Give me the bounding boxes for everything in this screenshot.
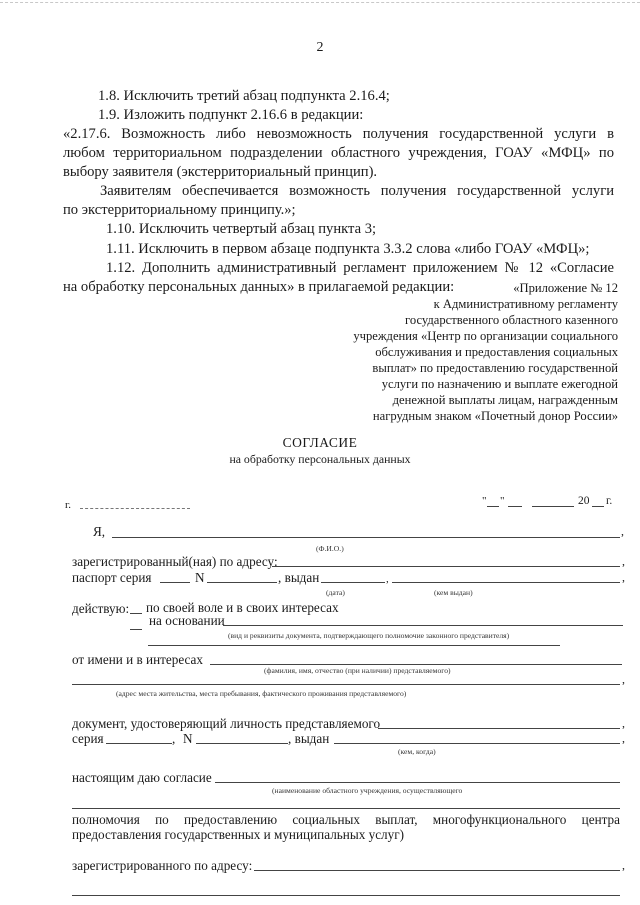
item-1-12-line-2: на обработку персональных данных» в прилагаемой редакции: bbox=[63, 279, 455, 295]
city-line[interactable] bbox=[80, 508, 190, 509]
issuer2-caption: (кем, когда) bbox=[398, 747, 436, 756]
issuer-caption: (кем выдан) bbox=[434, 588, 473, 597]
address-caption: (адрес места жительства, места пребывания, фактического проживания представляемого) bbox=[116, 689, 407, 698]
document-page: 2 1.8. Исключить третий абзац подпункта 2.16.4; 1.9. Изложить подпункт 2.16.6 в редакции: «2.17.6. Возможность либо невозможность получения государственной услуги в любом территориальном подразделении областного учреждения, ГОАУ «МФЦ» по выбору заявителя (экстерриториальный принцип). Заявителям обеспечивается возможность получения государственной услуги по экстерриториальному принципу.»; 1.10. Исключить четвертый абзац пункта 3; 1.11. Исключить в первом абзаце подпункта 3.3.2 слова «либо ГОАУ «МФЦ»; 1.12. Дополнить административный регламент приложением № 12 «Согласие на обработку персональных данных» в прилагаемой редакции: «Приложение № 12 к Административному регламенту государственного областного казенного учреждения «Центр по организации социального обслуживания и предоставления социальных выплат» по предоставлению государственной услуги по назначению и выплате ежегодной денежной выплаты лицам, награжденным нагрудным знаком «Почетный донор России» СОГЛАСИЕ на обработку персональных данных г. " " 20 г. Я, , (Ф.И.О.) зарегистрированный(ная) по адресу: , паспорт серия N , выдан , , (дата) (кем выдан) действую: по своей воле и в своих интересах на основании (вид и реквизиты документа, подтверждающего полномочие законного представителя) от имени и в интересах (фамилия, имя, отчество (при наличии) представляемого) , (адрес места жительства, места пребывания, фактического проживания представляемого) документ, удостоверяющий личность представляемого , серия , N , выдан , (кем, когда) настоящим даю согласие (наименование областного учреждения, осуществляющего полномочия по предоставлению социальных выплат, многофункционального центра предоставления государственных и муниципальных услуг) зарегистрированного по адресу: , bbox=[0, 0, 640, 905]
consent-subtitle: на обработку персональных данных bbox=[229, 452, 411, 466]
institution-line-2[interactable] bbox=[72, 808, 620, 809]
id-issuer-line[interactable] bbox=[334, 743, 620, 744]
on-behalf-label: от имени и в интересах bbox=[72, 652, 203, 667]
on-basis-checkbox-line[interactable] bbox=[130, 629, 142, 630]
id-issued: , выдан bbox=[288, 731, 330, 746]
address-line[interactable] bbox=[272, 566, 620, 567]
passport-issuer-line[interactable] bbox=[392, 582, 620, 583]
passport-series-line[interactable] bbox=[160, 582, 190, 583]
appendix-line-4: учреждения «Центр по организации социального bbox=[353, 329, 618, 343]
month-line[interactable] bbox=[532, 506, 574, 507]
ya-label: Я, bbox=[93, 524, 106, 539]
day-line-2[interactable] bbox=[508, 506, 522, 507]
id-number-line[interactable] bbox=[196, 743, 288, 744]
own-will-option: по своей воле и в своих интересах bbox=[146, 600, 339, 615]
series-line[interactable] bbox=[106, 743, 172, 744]
basis-caption: (вид и реквизиты документа, подтверждающего полномочие законного представителя) bbox=[228, 631, 510, 640]
passport-date-line[interactable] bbox=[321, 582, 385, 583]
passport-number-line[interactable] bbox=[207, 582, 277, 583]
appendix-line-6: выплат» по предоставлению государственной bbox=[372, 361, 618, 375]
series-label: серия bbox=[72, 731, 104, 746]
item-1-8: 1.8. Исключить третий абзац подпункта 2.16.4; bbox=[98, 88, 390, 104]
registered2-line[interactable] bbox=[254, 870, 620, 871]
date-quote-close: " bbox=[500, 495, 505, 507]
consent-title: СОГЛАСИЕ bbox=[282, 435, 358, 450]
basis-line[interactable] bbox=[223, 625, 623, 626]
appendix-line-3: государственного областного казенного bbox=[404, 313, 618, 327]
passport-n: N bbox=[195, 570, 205, 585]
year-suffix: г. bbox=[606, 495, 613, 507]
represented-name-line[interactable] bbox=[210, 664, 622, 665]
day-line[interactable] bbox=[487, 506, 499, 507]
appendix-line-8: денежной выплаты лицам, награжденным bbox=[392, 393, 618, 407]
powers-line-1: полномочия по предоставлению социальных выплат, многофункционального центра bbox=[72, 812, 620, 827]
quote-line-1: «2.17.6. Возможность либо невозможность получения государственной услуги в bbox=[63, 126, 614, 142]
appendix-line-2: к Административному регламенту bbox=[433, 297, 618, 311]
name-caption: (фамилия, имя, отчество (при наличии) представляемого) bbox=[264, 666, 451, 675]
appendix-line-1: «Приложение № 12 bbox=[513, 281, 618, 295]
basis-line-2[interactable] bbox=[148, 645, 560, 646]
fio-line[interactable] bbox=[112, 537, 620, 538]
appendix-line-7: услуги по назначению и выплате ежегодной bbox=[381, 377, 618, 391]
fio-caption: (Ф.И.О.) bbox=[316, 544, 344, 553]
scan-top-edge bbox=[0, 2, 640, 3]
id-n: N bbox=[183, 731, 193, 746]
date-caption: (дата) bbox=[326, 588, 345, 597]
item-1-11: 1.11. Исключить в первом абзаце подпункта 3.3.2 слова «либо ГОАУ «МФЦ»; bbox=[106, 241, 590, 257]
quote-line-3: выбору заявителя (экстерриториальный принцип). bbox=[63, 164, 378, 180]
institution-line[interactable] bbox=[215, 782, 620, 783]
appendix-line-5: обслуживания и предоставления социальных bbox=[375, 345, 618, 359]
institution-caption: (наименование областного учреждения, осуществляющего bbox=[272, 786, 463, 795]
item-1-12-line-1: 1.12. Дополнить административный регламент приложением № 12 «Согласие bbox=[106, 260, 614, 276]
id-doc-label: документ, удостоверяющий личность представляемого bbox=[72, 716, 381, 731]
page-number: 2 bbox=[316, 40, 324, 55]
year-prefix: 20 bbox=[578, 495, 590, 507]
registered2-line-2[interactable] bbox=[72, 895, 620, 896]
on-basis-option: на основании bbox=[149, 613, 225, 628]
item-1-10: 1.10. Исключить четвертый абзац пункта 3; bbox=[106, 221, 377, 237]
quote-line-5: по экстерриториальному принципу.»; bbox=[63, 202, 296, 218]
passport-issued: , выдан bbox=[278, 570, 320, 585]
consent-label: настоящим даю согласие bbox=[72, 770, 212, 785]
city-prefix: г. bbox=[65, 499, 72, 511]
appendix-line-9: нагрудным знаком «Почетный донор России» bbox=[372, 409, 618, 423]
quote-line-2: любом территориальном подразделении областного учреждения, ГОАУ «МФЦ» по bbox=[63, 145, 614, 161]
own-will-checkbox-line[interactable] bbox=[130, 613, 142, 614]
acting-label: действую: bbox=[72, 601, 130, 616]
id-doc-line[interactable] bbox=[378, 728, 620, 729]
item-1-9: 1.9. Изложить подпункт 2.16.6 в редакции: bbox=[98, 107, 364, 123]
date-quote-open: " bbox=[482, 495, 487, 507]
year-line[interactable] bbox=[592, 506, 604, 507]
quote-line-4: Заявителям обеспечивается возможность получения государственной услуги bbox=[100, 183, 614, 199]
passport-label: паспорт серия bbox=[72, 570, 152, 585]
registered2-label: зарегистрированного по адресу: bbox=[72, 858, 253, 873]
registered-label: зарегистрированный(ная) по адресу: bbox=[72, 554, 278, 569]
represented-address-line[interactable] bbox=[72, 684, 620, 685]
powers-line-2: предоставления государственных и муниципальных услуг) bbox=[72, 827, 405, 842]
